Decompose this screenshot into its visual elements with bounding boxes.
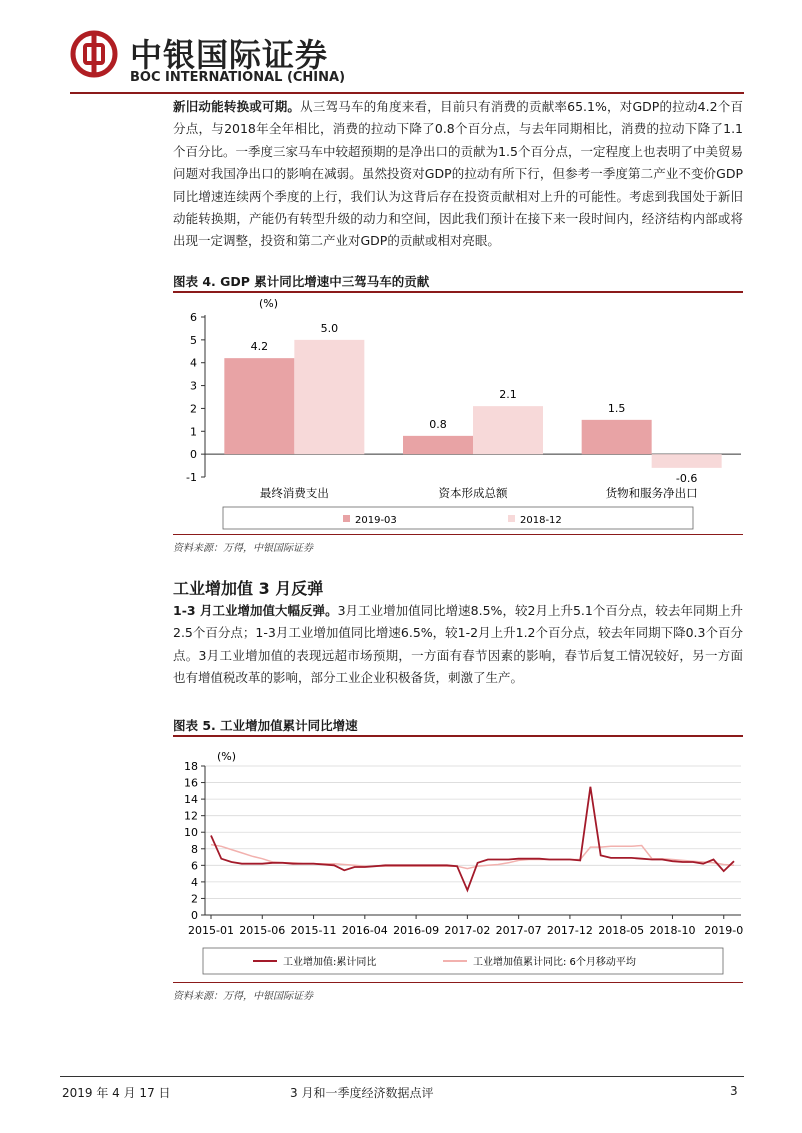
chart4-category-label: 资本形成总额 [438, 486, 508, 500]
chart4-legend-label-2019-03: 2019-03 [355, 515, 397, 526]
chart4-ytick-label: 5 [190, 333, 197, 347]
chart4-data-label: 1.5 [607, 401, 626, 415]
chart5-legend-label-moving-average: 工业增加值累计同比: 6个月移动平均 [473, 957, 636, 968]
chart4-data-label: 2.1 [499, 388, 517, 402]
chart4-legend-label-2018-12: 2018-12 [520, 515, 562, 526]
chart5-ytick-label: 4 [191, 875, 198, 889]
chart4-data-label: 5.0 [320, 321, 339, 335]
chart4-ytick-label: 1 [190, 425, 197, 439]
chart4-bar-2019-03 [582, 420, 652, 454]
chart5-ytick-label: 10 [184, 826, 198, 840]
chart4-ytick-label: 4 [190, 356, 197, 370]
footer-page-number: 3 [730, 1084, 738, 1098]
section-title-industrial: 工业增加值 3 月反弹 [173, 579, 324, 598]
chart5-ytick-label: 14 [184, 793, 198, 807]
chart5-xtick-label: 2015-01 [188, 924, 234, 937]
chart5-xtick-label: 2018-10 [649, 924, 696, 937]
chart5-xtick-label: 2016-04 [341, 924, 388, 937]
chart4-ytick-label: 6 [190, 311, 197, 324]
chart4-bar-2019-03 [403, 436, 473, 454]
chart4-legend-swatch-2019-03 [343, 515, 350, 522]
header-divider [70, 92, 744, 94]
paragraph-body: 从三驾马车的角度来看，目前只有消费的贡献率65.1%，对GDP的拉动4.2个百分点，与2018年全年相比，消费的拉动下降了0.8个百分点，与去年同期相比，消费的拉动下降了1.1个百分比。一季度三家马车中较超预期的是净出口的贡献为1.5个百分点，一定程度上也表明了中美贸易问题对我国净出口的影响在减弱。虽然投资对GDP的拉动有所下行，但参考一季度第二产业不变价GDP同比增速连续两个季度的上行，我们认为这背后存在投资贡献相对上升的可能性。考虑到我国处于新旧动能转换期，产能仍有转型升级的动力和空间，因此我们预计在接下来一段时间内，经济结构内部或将出现一定调整，投资和第二产业对GDP的贡献或相对亮眼。 [173, 99, 743, 249]
chart4-data-label: 4.2 [250, 340, 269, 354]
chart5-xtick-label: 2015-11 [290, 924, 337, 937]
paragraph-industrial-value [173, 600, 743, 690]
chart4-category-label: 货物和服务净出口 [605, 486, 698, 500]
chart4-ytick-label: 0 [190, 448, 197, 462]
paragraph-new-old-drivers [173, 96, 743, 253]
chart4-ytick-label: -1 [186, 471, 197, 484]
figure-4-bar-chart [173, 293, 743, 533]
paragraph-body: 3月工业增加值同比增速8.5%，较2月上升5.1个百分点，较去年同期上升2.5个百分点；1-3月工业增加值同比增速6.5%，较1-2月上升1.2个百分点，较去年同期下降0.3个百分点。3月工业增加值的表现远超市场预期，一方面有春节因素的影响，春节后复工情况较好，另一方面也有增值税改革的影响，部分工业企业积极备货，刺激了生产。 [173, 603, 744, 686]
footer-divider [60, 1076, 744, 1077]
figure-5-line-chart [173, 738, 743, 980]
footer-doc-title: 3 月和一季度经济数据点评 [290, 1086, 434, 1100]
chart4-ytick-label: 2 [190, 402, 197, 416]
brand-name-en: BOC INTERNATIONAL (CHINA) [130, 70, 346, 85]
chart4-data-label: -0.6 [675, 471, 698, 485]
boc-logo-icon [70, 30, 118, 78]
chart4-bar-2018-12 [652, 454, 722, 468]
chart4-bar-2018-12 [294, 340, 364, 454]
chart5-ytick-label: 6 [191, 859, 198, 873]
figure-5-title: 图表 5. 工业增加值累计同比增速 [173, 718, 358, 733]
chart5-xtick-label: 2018-05 [598, 924, 645, 937]
figure-5-top-rule [173, 735, 743, 737]
figure-5-source: 资料来源：万得，中银国际证券 [173, 991, 313, 1002]
chart4-bar-2018-12 [473, 406, 543, 454]
chart5-xtick-label: 2017-07 [495, 924, 542, 937]
chart4-data-label: 0.8 [429, 417, 447, 431]
figure-5-bottom-rule [173, 982, 743, 983]
chart4-legend-swatch-2018-12 [508, 515, 515, 522]
figure-4-bottom-rule [173, 534, 743, 535]
chart4-category-label: 最终消费支出 [259, 486, 329, 500]
chart5-ytick-label: 16 [184, 776, 198, 790]
chart5-legend-label-cumulative: 工业增加值:累计同比 [283, 957, 377, 968]
chart4-ytick-label: 3 [190, 379, 197, 393]
chart5-ytick-label: 8 [191, 842, 198, 856]
figure-4-source: 资料来源：万得，中银国际证券 [173, 543, 313, 554]
paragraph-lead: 1-3 月工业增加值大幅反弹。 [173, 603, 338, 618]
chart5-ytick-label: 12 [184, 809, 198, 823]
brand-name-cn: 中银国际证券 [130, 36, 329, 74]
chart4-ylabel: (%) [259, 297, 279, 310]
chart4-bar-2019-03 [224, 358, 294, 454]
chart5-ytick-label: 2 [191, 892, 198, 906]
chart4-legend-box [223, 507, 693, 529]
chart5-xtick-label: 2017-12 [546, 924, 593, 937]
chart5-xtick-label: 2019-0 [704, 924, 743, 937]
chart5-ylabel: (%) [217, 750, 237, 763]
footer-date: 2019 年 4 月 17 日 [62, 1086, 171, 1100]
figure-4-title: 图表 4. GDP 累计同比增速中三驾马车的贡献 [173, 274, 430, 289]
chart5-ytick-label: 18 [184, 760, 198, 773]
chart5-series-cumulative-yoy [211, 787, 734, 891]
chart5-xtick-label: 2016-09 [393, 924, 440, 937]
chart5-xtick-label: 2017-02 [444, 924, 491, 937]
chart5-ytick-label: 0 [191, 909, 198, 922]
chart5-xtick-label: 2015-06 [239, 924, 286, 937]
paragraph-lead: 新旧动能转换或可期。 [173, 99, 301, 114]
